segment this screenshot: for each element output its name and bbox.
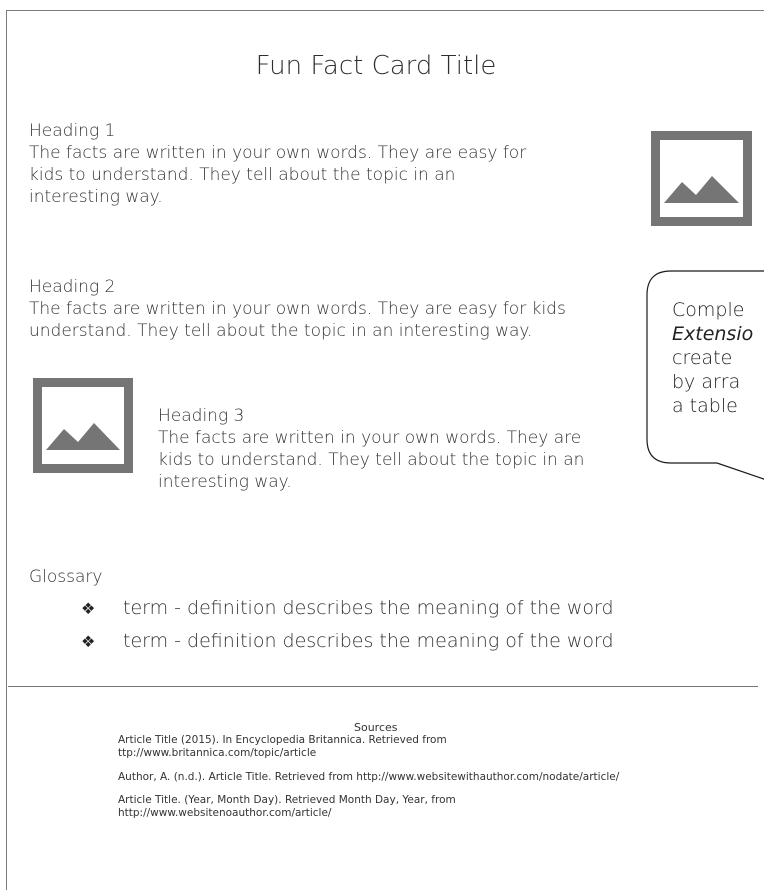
callout-line: a table: [672, 395, 738, 417]
card-title: Fun Fact Card Title: [255, 51, 497, 81]
source-entry: [118, 794, 456, 820]
source-line: Author, A. (n.d.). Article Title. Retrieved from http://www.websitewithauthor.com/nodate/article/: [118, 771, 620, 783]
glossary-item-text: term - definition describes the meaning of the word: [123, 597, 614, 619]
section-3-line: The facts are written in your own words. They are: [158, 428, 582, 448]
image-placeholder-icon[interactable]: [33, 378, 133, 473]
glossary-title: Glossary: [29, 567, 103, 587]
callout-text: [672, 298, 764, 418]
diamond-bullet-icon: ❖: [81, 599, 96, 618]
section-1-line: kids to understand. They tell about the topic in an: [29, 165, 456, 185]
callout-line: by arra: [672, 371, 741, 393]
section-3-line: kids to understand. They tell about the topic in an: [158, 450, 585, 470]
section-2-line: The facts are written in your own words. They are easy for kids: [29, 299, 566, 319]
section-1-line: interesting way.: [29, 187, 163, 207]
source-entry: [118, 734, 447, 760]
section-1-text: [29, 142, 526, 208]
callout-line: Comple: [672, 299, 745, 321]
section-3-heading: Heading 3: [158, 406, 245, 426]
callout-line: Extensio: [672, 323, 754, 345]
source-line: http://www.websitenoauthor.com/article/: [118, 807, 332, 819]
callout-bubble[interactable]: [647, 271, 764, 487]
source-line: Article Title. (Year, Month Day). Retrieved Month Day, Year, from: [118, 794, 456, 806]
sources-title: Sources: [354, 721, 398, 734]
source-entry: [118, 771, 619, 784]
section-2-line: understand. They tell about the topic in an interesting way.: [29, 321, 533, 341]
section-2-text: [29, 298, 566, 342]
section-2-heading: Heading 2: [29, 277, 116, 297]
image-placeholder-icon[interactable]: [651, 131, 752, 226]
glossary-item: [81, 630, 614, 652]
divider: [8, 686, 758, 687]
glossary-item: [81, 597, 614, 619]
section-1-line: The facts are written in your own words. They are easy for: [29, 143, 527, 163]
section-1-heading: Heading 1: [29, 121, 116, 141]
section-3-text: [158, 427, 584, 493]
diamond-bullet-icon: ❖: [81, 632, 96, 651]
section-3-line: interesting way.: [158, 472, 292, 492]
glossary-item-text: term - definition describes the meaning of the word: [123, 630, 614, 652]
callout-line: create: [672, 347, 733, 369]
source-line: Article Title (2015). In Encyclopedia Britannica. Retrieved from: [118, 734, 447, 746]
source-line: ttp://www.britannica.com/topic/article: [118, 747, 317, 759]
